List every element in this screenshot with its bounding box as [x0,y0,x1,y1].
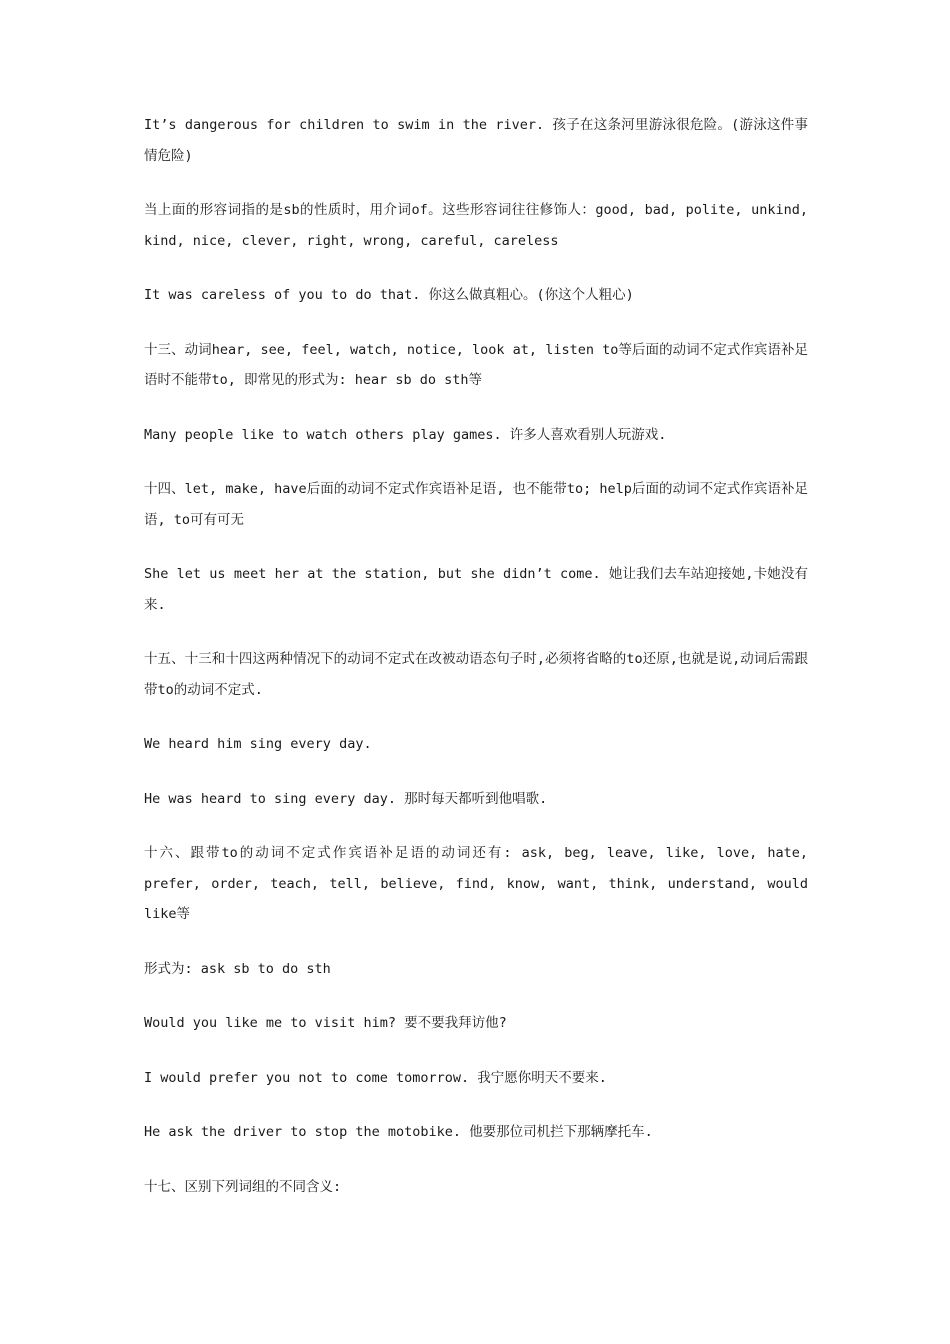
paragraph-15: He ask the driver to stop the motobike. 他要那位司机拦下那辆摩托车. [144,1124,653,1140]
paragraph-12: 形式为: ask sb to do sth [144,960,331,977]
paragraph-14: I would prefer you not to come tomorrow. 我宁愿你明天不要来. [144,1069,607,1086]
paragraph-9: We heard him sing every day. [144,736,372,752]
paragraph-2: 当上面的形容词指的是sb的性质时，用介词of。这些形容词往往修饰人：good, bad, polite, unkind, kind, nice, clever, right, wrong, careful, careless [144,202,808,249]
paragraph-16: 十七、区别下列词组的不同含义: [144,1178,342,1195]
paragraph-1: It’s dangerous for children to swim in the river. 孩子在这条河里游泳很危险。(游泳这件事情危险) [144,117,808,164]
document-body [144,110,808,1226]
paragraph-11: 十六、跟带to的动词不定式作宾语补足语的动词还有: ask, beg, leave, like, love, hate, prefer, order, teach, tell, believe, find, know, want, think, understand, would like等 [144,845,808,922]
paragraph-8: 十五、十三和十四这两种情况下的动词不定式在改被动语态句子时,必须将省略的to还原,也就是说,动词后需跟带to的动词不定式. [144,651,808,698]
paragraph-6: 十四、let, make, have后面的动词不定式作宾语补足语, 也不能带to; help后面的动词不定式作宾语补足语, to可有可无 [144,481,808,528]
paragraph-10: He was heard to sing every day. 那时每天都听到他唱歌. [144,790,548,807]
paragraph-5: Many people like to watch others play games. 许多人喜欢看别人玩游戏. [144,426,667,443]
paragraph-13: Would you like me to visit him? 要不要我拜访他? [144,1015,507,1031]
paragraph-7: She let us meet her at the station, but she didn’t come. 她让我们去车站迎接她,卡她没有来. [144,566,808,613]
paragraph-4: 十三、动词hear, see, feel, watch, notice, look at, listen to等后面的动词不定式作宾语补足语时不能带to, 即常见的形式为: hear sb do sth等 [144,341,808,388]
paragraph-3: It was careless of you to do that. 你这么做真粗心。(你这个人粗心) [144,287,634,303]
